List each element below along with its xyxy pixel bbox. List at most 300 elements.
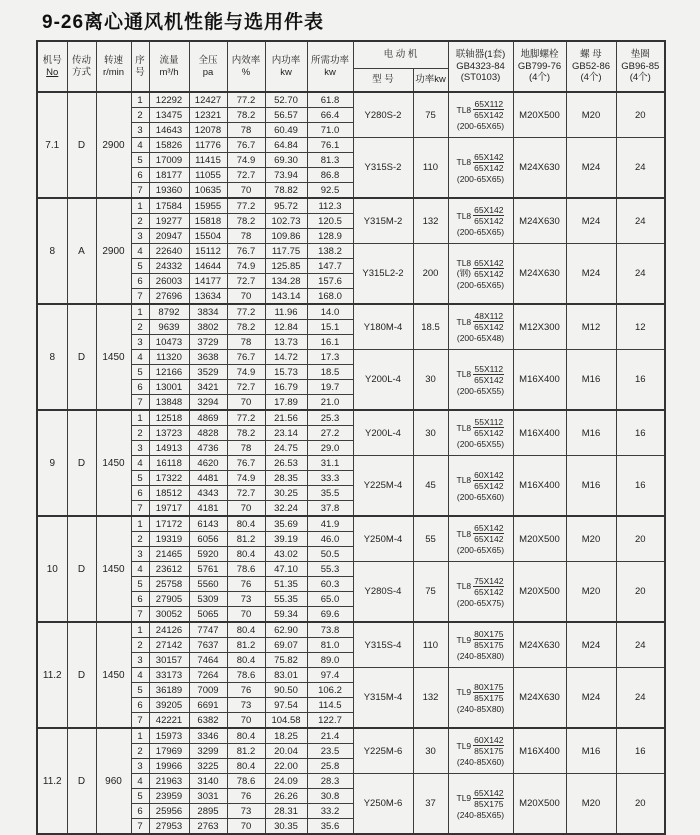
anchor-bolt-cell: M24X630 [513, 244, 566, 305]
nut-cell: M20 [566, 516, 616, 562]
table-header [37, 41, 665, 92]
seq-cell: 1 [131, 622, 149, 638]
table-row [37, 350, 665, 365]
motor-model-cell: Y315M-2 [353, 198, 413, 244]
pressure-cell: 3140 [189, 774, 227, 789]
required-power-cell: 27.2 [307, 426, 353, 441]
anchor-bolt-cell: M16X400 [513, 456, 566, 517]
seq-cell: 6 [131, 698, 149, 713]
required-power-cell: 65.0 [307, 592, 353, 607]
table-row [37, 198, 665, 214]
nut-cell: M24 [566, 138, 616, 199]
seq-cell: 1 [131, 92, 149, 108]
internal-power-cell: 56.57 [265, 108, 307, 123]
efficiency-cell: 78.6 [227, 668, 265, 683]
coupling-spec: TL9 $\frac{80X175}{85X175}$ (240-85X80) [456, 629, 505, 661]
flow-cell: 27142 [149, 638, 189, 653]
anchor-bolt-cell: M24X630 [513, 668, 566, 729]
coupling-spec: TL8 $\frac{75X142}{65X142}$ (200-65X75) [456, 575, 505, 608]
seq-cell: 2 [131, 638, 149, 653]
seq-cell: 6 [131, 380, 149, 395]
internal-power-cell: 12.84 [265, 320, 307, 335]
flow-cell: 15973 [149, 728, 189, 744]
coupling-cell [448, 410, 513, 456]
table-row [37, 668, 665, 683]
motor-power-cell: 30 [413, 728, 448, 774]
speed-cell: 2900 [96, 92, 131, 198]
table-row [37, 622, 665, 638]
internal-power-cell: 47.10 [265, 562, 307, 577]
motor-power-cell: 132 [413, 668, 448, 729]
nut-cell: M16 [566, 410, 616, 456]
internal-power-cell: 13.73 [265, 335, 307, 350]
pressure-cell: 11776 [189, 138, 227, 153]
col-header-coupling: 联轴器(1套) GB4323-84 (ST0103) [448, 41, 513, 92]
required-power-cell: 18.5 [307, 365, 353, 380]
motor-power-cell: 110 [413, 138, 448, 199]
seq-cell: 4 [131, 456, 149, 471]
table-row [37, 244, 665, 259]
pressure-cell: 5920 [189, 547, 227, 562]
internal-power-cell: 17.89 [265, 395, 307, 411]
flow-cell: 17584 [149, 198, 189, 214]
coupling-spec: TL8 $\frac{65X112}{65X142}$ (200-65X65) [456, 99, 505, 131]
efficiency-cell: 81.2 [227, 744, 265, 759]
efficiency-cell: 72.7 [227, 486, 265, 501]
internal-power-cell: 69.30 [265, 153, 307, 168]
flow-cell: 8792 [149, 304, 189, 320]
pressure-cell: 3346 [189, 728, 227, 744]
flow-cell: 22640 [149, 244, 189, 259]
motor-power-cell: 200 [413, 244, 448, 305]
seq-cell: 7 [131, 183, 149, 199]
col-header-motor: 电 动 机 [353, 41, 448, 69]
seq-cell: 2 [131, 108, 149, 123]
flow-cell: 14913 [149, 441, 189, 456]
efficiency-cell: 70 [227, 713, 265, 729]
pressure-cell: 6691 [189, 698, 227, 713]
flow-cell: 23612 [149, 562, 189, 577]
internal-power-cell: 30.25 [265, 486, 307, 501]
required-power-cell: 16.1 [307, 335, 353, 350]
anchor-bolt-cell: M20X500 [513, 516, 566, 562]
required-power-cell: 21.4 [307, 728, 353, 744]
flow-cell: 24126 [149, 622, 189, 638]
motor-power-cell: 37 [413, 774, 448, 835]
coupling-spec: TL8 (钢) $\frac{65X142}{65X142}$ (200-65X65) [456, 257, 505, 290]
coupling-spec: TL9 $\frac{65X142}{85X175}$ (240-85X65) [456, 787, 505, 820]
flow-cell: 19966 [149, 759, 189, 774]
required-power-cell: 41.9 [307, 516, 353, 532]
washer-cell: 16 [616, 456, 665, 517]
seq-cell: 1 [131, 304, 149, 320]
motor-model-cell: Y200L-4 [353, 410, 413, 456]
coupling-cell [448, 622, 513, 668]
efficiency-cell: 70 [227, 819, 265, 835]
coupling-spec: TL8 $\frac{65X142}{65X142}$ (200-65X65) [456, 523, 505, 555]
internal-power-cell: 90.50 [265, 683, 307, 698]
motor-power-cell: 30 [413, 350, 448, 411]
efficiency-cell: 76 [227, 789, 265, 804]
seq-cell: 7 [131, 713, 149, 729]
col-header-internal-power: 内功率 kw [265, 41, 307, 92]
required-power-cell: 33.3 [307, 471, 353, 486]
required-power-cell: 35.6 [307, 819, 353, 835]
pressure-cell: 14177 [189, 274, 227, 289]
coupling-cell [448, 92, 513, 138]
col-header-motor-model: 型 号 [353, 69, 413, 93]
required-power-cell: 112.3 [307, 198, 353, 214]
seq-cell: 5 [131, 577, 149, 592]
efficiency-cell: 80.4 [227, 516, 265, 532]
flow-cell: 16118 [149, 456, 189, 471]
required-power-cell: 69.6 [307, 607, 353, 623]
motor-power-cell: 45 [413, 456, 448, 517]
coupling-spec: TL9 $\frac{80X175}{85X175}$ (240-85X80) [456, 681, 505, 714]
motor-model-cell: Y250M-4 [353, 516, 413, 562]
internal-power-cell: 35.69 [265, 516, 307, 532]
efficiency-cell: 72.7 [227, 168, 265, 183]
required-power-cell: 71.0 [307, 123, 353, 138]
fan-no-cell: 7.1 [37, 92, 67, 198]
coupling-cell [448, 456, 513, 517]
seq-cell: 5 [131, 365, 149, 380]
internal-power-cell: 22.00 [265, 759, 307, 774]
coupling-cell [448, 774, 513, 835]
internal-power-cell: 32.24 [265, 501, 307, 517]
efficiency-cell: 76 [227, 577, 265, 592]
pressure-cell: 2763 [189, 819, 227, 835]
drive-cell: D [67, 410, 96, 516]
flow-cell: 30052 [149, 607, 189, 623]
internal-power-cell: 83.01 [265, 668, 307, 683]
seq-cell: 5 [131, 471, 149, 486]
efficiency-cell: 74.9 [227, 259, 265, 274]
flow-cell: 12292 [149, 92, 189, 108]
internal-power-cell: 73.94 [265, 168, 307, 183]
pressure-cell: 3638 [189, 350, 227, 365]
internal-power-cell: 21.56 [265, 410, 307, 426]
efficiency-cell: 78 [227, 229, 265, 244]
nut-cell: M12 [566, 304, 616, 350]
seq-cell: 2 [131, 214, 149, 229]
pressure-cell: 4620 [189, 456, 227, 471]
efficiency-cell: 80.4 [227, 653, 265, 668]
pressure-cell: 2895 [189, 804, 227, 819]
table-row [37, 138, 665, 153]
pressure-cell: 3031 [189, 789, 227, 804]
pressure-cell: 4736 [189, 441, 227, 456]
flow-cell: 17009 [149, 153, 189, 168]
required-power-cell: 138.2 [307, 244, 353, 259]
pressure-cell: 3802 [189, 320, 227, 335]
drive-cell: D [67, 622, 96, 728]
seq-cell: 1 [131, 728, 149, 744]
internal-power-cell: 59.34 [265, 607, 307, 623]
table-row [37, 304, 665, 320]
washer-cell: 16 [616, 728, 665, 774]
internal-power-cell: 39.19 [265, 532, 307, 547]
flow-cell: 27905 [149, 592, 189, 607]
nut-cell: M20 [566, 562, 616, 623]
internal-power-cell: 109.86 [265, 229, 307, 244]
washer-cell: 24 [616, 668, 665, 729]
anchor-bolt-cell: M20X500 [513, 562, 566, 623]
pressure-cell: 15112 [189, 244, 227, 259]
internal-power-cell: 62.90 [265, 622, 307, 638]
internal-power-cell: 26.26 [265, 789, 307, 804]
nut-cell: M16 [566, 350, 616, 411]
seq-cell: 2 [131, 532, 149, 547]
pressure-cell: 7637 [189, 638, 227, 653]
required-power-cell: 14.0 [307, 304, 353, 320]
pressure-cell: 3834 [189, 304, 227, 320]
col-header-efficiency: 内效率 % [227, 41, 265, 92]
efficiency-cell: 74.9 [227, 153, 265, 168]
required-power-cell: 37.8 [307, 501, 353, 517]
internal-power-cell: 102.73 [265, 214, 307, 229]
nut-cell: M24 [566, 668, 616, 729]
required-power-cell: 97.4 [307, 668, 353, 683]
internal-power-cell: 97.54 [265, 698, 307, 713]
washer-cell: 20 [616, 562, 665, 623]
pressure-cell: 12078 [189, 123, 227, 138]
required-power-cell: 76.1 [307, 138, 353, 153]
speed-cell: 1450 [96, 516, 131, 622]
internal-power-cell: 125.85 [265, 259, 307, 274]
seq-cell: 3 [131, 123, 149, 138]
motor-model-cell: Y315S-4 [353, 622, 413, 668]
fan-no-cell: 8 [37, 198, 67, 304]
flow-cell: 17969 [149, 744, 189, 759]
anchor-bolt-cell: M24X630 [513, 198, 566, 244]
coupling-spec: TL8 $\frac{65X142}{65X142}$ (200-65X65) [456, 205, 505, 237]
required-power-cell: 61.8 [307, 92, 353, 108]
internal-power-cell: 43.02 [265, 547, 307, 562]
internal-power-cell: 18.25 [265, 728, 307, 744]
drive-cell: D [67, 728, 96, 834]
seq-cell: 1 [131, 516, 149, 532]
efficiency-cell: 72.7 [227, 274, 265, 289]
pressure-cell: 6143 [189, 516, 227, 532]
pressure-cell: 3421 [189, 380, 227, 395]
required-power-cell: 25.8 [307, 759, 353, 774]
coupling-spec: TL9 $\frac{60X142}{85X175}$ (240-85X60) [456, 735, 505, 767]
internal-power-cell: 15.73 [265, 365, 307, 380]
flow-cell: 17172 [149, 516, 189, 532]
seq-cell: 4 [131, 668, 149, 683]
required-power-cell: 89.0 [307, 653, 353, 668]
efficiency-cell: 80.4 [227, 728, 265, 744]
speed-cell: 1450 [96, 304, 131, 410]
motor-model-cell: Y280S-2 [353, 92, 413, 138]
efficiency-cell: 81.2 [227, 532, 265, 547]
seq-cell: 6 [131, 592, 149, 607]
motor-power-cell: 75 [413, 562, 448, 623]
seq-cell: 2 [131, 744, 149, 759]
flow-cell: 12518 [149, 410, 189, 426]
flow-cell: 9639 [149, 320, 189, 335]
coupling-cell [448, 728, 513, 774]
efficiency-cell: 77.2 [227, 410, 265, 426]
pressure-cell: 6382 [189, 713, 227, 729]
internal-power-cell: 24.09 [265, 774, 307, 789]
required-power-cell: 60.3 [307, 577, 353, 592]
required-power-cell: 66.4 [307, 108, 353, 123]
internal-power-cell: 51.35 [265, 577, 307, 592]
required-power-cell: 33.2 [307, 804, 353, 819]
efficiency-cell: 73 [227, 592, 265, 607]
anchor-bolt-cell: M24X630 [513, 622, 566, 668]
pressure-cell: 14644 [189, 259, 227, 274]
coupling-cell [448, 668, 513, 729]
efficiency-cell: 70 [227, 183, 265, 199]
flow-cell: 13475 [149, 108, 189, 123]
efficiency-cell: 81.2 [227, 638, 265, 653]
internal-power-cell: 14.72 [265, 350, 307, 365]
flow-cell: 21963 [149, 774, 189, 789]
seq-cell: 3 [131, 441, 149, 456]
efficiency-cell: 77.2 [227, 304, 265, 320]
washer-cell: 12 [616, 304, 665, 350]
nut-cell: M16 [566, 456, 616, 517]
internal-power-cell: 134.28 [265, 274, 307, 289]
coupling-cell [448, 244, 513, 305]
efficiency-cell: 76 [227, 683, 265, 698]
required-power-cell: 46.0 [307, 532, 353, 547]
drive-cell: D [67, 516, 96, 622]
seq-cell: 6 [131, 486, 149, 501]
pressure-cell: 5761 [189, 562, 227, 577]
fan-no-cell: 9 [37, 410, 67, 516]
internal-power-cell: 23.14 [265, 426, 307, 441]
anchor-bolt-cell: M20X500 [513, 774, 566, 835]
col-header-anchor-bolt: 地脚螺栓 GB799-76 (4个) [513, 41, 566, 92]
pressure-cell: 11055 [189, 168, 227, 183]
pressure-cell: 10635 [189, 183, 227, 199]
required-power-cell: 120.5 [307, 214, 353, 229]
flow-cell: 23959 [149, 789, 189, 804]
seq-cell: 2 [131, 320, 149, 335]
required-power-cell: 17.3 [307, 350, 353, 365]
flow-cell: 14643 [149, 123, 189, 138]
washer-cell: 16 [616, 350, 665, 411]
efficiency-cell: 78.2 [227, 320, 265, 335]
anchor-bolt-cell: M16X400 [513, 410, 566, 456]
internal-power-cell: 143.14 [265, 289, 307, 305]
pressure-cell: 11415 [189, 153, 227, 168]
internal-power-cell: 95.72 [265, 198, 307, 214]
flow-cell: 42221 [149, 713, 189, 729]
required-power-cell: 50.5 [307, 547, 353, 562]
flow-cell: 19319 [149, 532, 189, 547]
internal-power-cell: 69.07 [265, 638, 307, 653]
efficiency-cell: 78.6 [227, 774, 265, 789]
flow-cell: 25956 [149, 804, 189, 819]
required-power-cell: 147.7 [307, 259, 353, 274]
speed-cell: 960 [96, 728, 131, 834]
required-power-cell: 106.2 [307, 683, 353, 698]
col-header-flow: 流量 m³/h [149, 41, 189, 92]
motor-power-cell: 55 [413, 516, 448, 562]
motor-model-cell: Y225M-6 [353, 728, 413, 774]
seq-cell: 5 [131, 153, 149, 168]
motor-power-cell: 18.5 [413, 304, 448, 350]
internal-power-cell: 30.35 [265, 819, 307, 835]
pressure-cell: 3294 [189, 395, 227, 411]
internal-power-cell: 28.35 [265, 471, 307, 486]
nut-cell: M20 [566, 92, 616, 138]
speed-cell: 2900 [96, 198, 131, 304]
coupling-spec: TL8 $\frac{65X142}{65X142}$ (200-65X65) [456, 151, 505, 184]
col-header-fan-no: 机号 No [37, 41, 67, 92]
motor-model-cell: Y200L-4 [353, 350, 413, 411]
efficiency-cell: 78 [227, 335, 265, 350]
pressure-cell: 15504 [189, 229, 227, 244]
required-power-cell: 55.3 [307, 562, 353, 577]
required-power-cell: 128.9 [307, 229, 353, 244]
nut-cell: M24 [566, 622, 616, 668]
required-power-cell: 86.8 [307, 168, 353, 183]
pressure-cell: 3529 [189, 365, 227, 380]
table-row [37, 410, 665, 426]
required-power-cell: 30.8 [307, 789, 353, 804]
efficiency-cell: 80.4 [227, 622, 265, 638]
coupling-cell [448, 138, 513, 199]
table-row [37, 92, 665, 108]
page-title: 9-26离心通风机性能与选用件表 [42, 12, 325, 33]
required-power-cell: 168.0 [307, 289, 353, 305]
required-power-cell: 92.5 [307, 183, 353, 199]
required-power-cell: 19.7 [307, 380, 353, 395]
flow-cell: 21465 [149, 547, 189, 562]
table-row [37, 728, 665, 744]
motor-model-cell: Y225M-4 [353, 456, 413, 517]
flow-cell: 39205 [149, 698, 189, 713]
internal-power-cell: 28.31 [265, 804, 307, 819]
efficiency-cell: 76.7 [227, 138, 265, 153]
table-row [37, 774, 665, 789]
motor-power-cell: 132 [413, 198, 448, 244]
col-header-drive: 传动 方式 [67, 41, 96, 92]
anchor-bolt-cell: M24X630 [513, 138, 566, 199]
efficiency-cell: 78 [227, 123, 265, 138]
anchor-bolt-cell: M20X500 [513, 92, 566, 138]
internal-power-cell: 64.84 [265, 138, 307, 153]
flow-cell: 30157 [149, 653, 189, 668]
required-power-cell: 28.3 [307, 774, 353, 789]
efficiency-cell: 77.2 [227, 92, 265, 108]
col-header-nut: 螺 母 GB52-86 (4个) [566, 41, 616, 92]
internal-power-cell: 117.75 [265, 244, 307, 259]
motor-power-cell: 75 [413, 92, 448, 138]
coupling-spec: TL8 $\frac{55X112}{65X142}$ (200-65X55) [456, 417, 505, 449]
flow-cell: 12166 [149, 365, 189, 380]
pressure-cell: 6056 [189, 532, 227, 547]
motor-model-cell: Y180M-4 [353, 304, 413, 350]
internal-power-cell: 60.49 [265, 123, 307, 138]
drive-cell: A [67, 198, 96, 304]
pressure-cell: 3299 [189, 744, 227, 759]
flow-cell: 17322 [149, 471, 189, 486]
drive-cell: D [67, 304, 96, 410]
efficiency-cell: 78.6 [227, 562, 265, 577]
seq-cell: 7 [131, 289, 149, 305]
motor-power-cell: 110 [413, 622, 448, 668]
table-row [37, 456, 665, 471]
internal-power-cell: 20.04 [265, 744, 307, 759]
washer-cell: 16 [616, 410, 665, 456]
